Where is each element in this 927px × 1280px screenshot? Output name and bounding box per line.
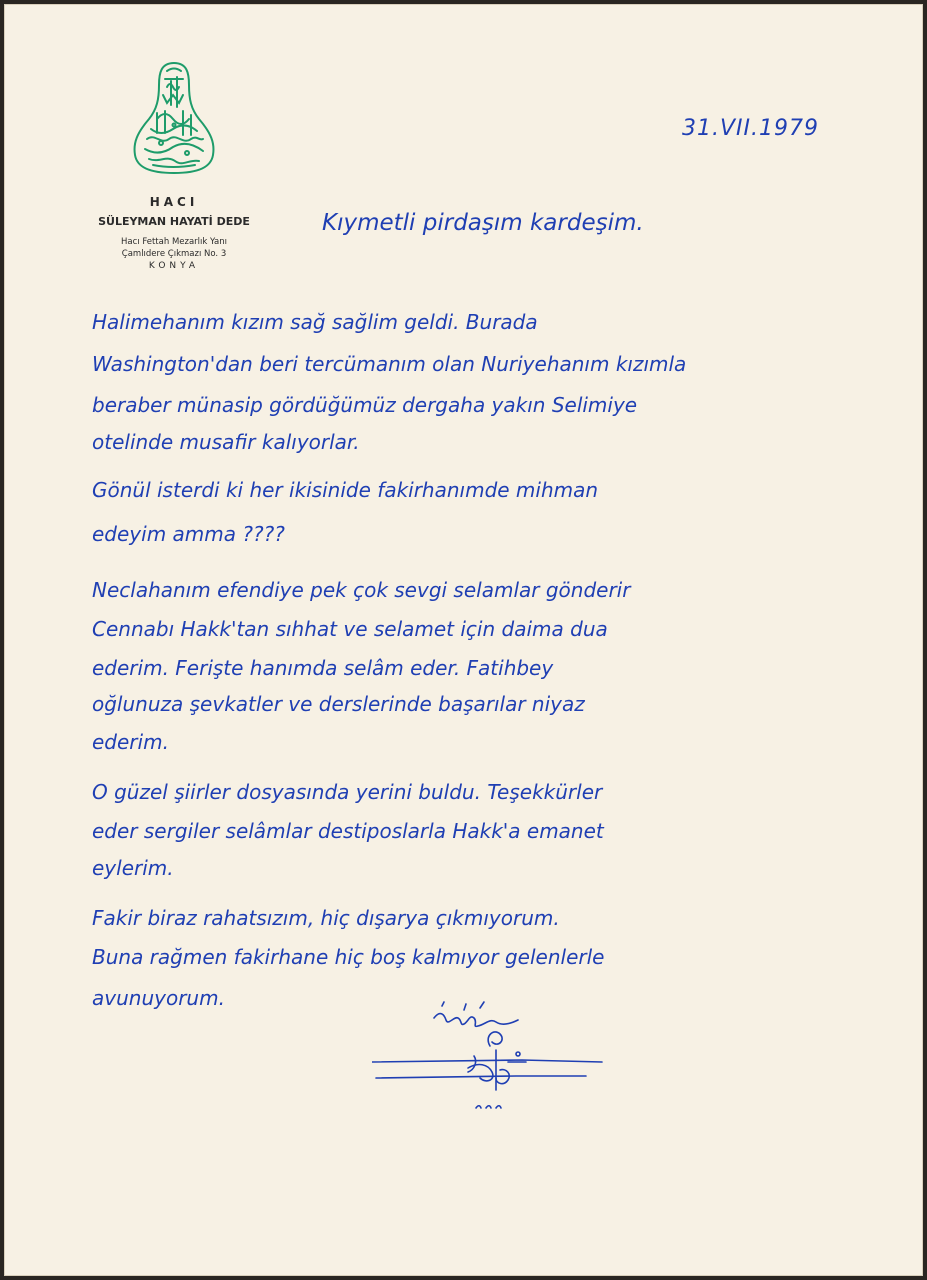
letter-greeting: Kıymetli pirdaşım kardeşim. [322, 210, 644, 236]
body-line: Washington'dan beri tercümanım olan Nuriyehanım kızımla [92, 352, 687, 376]
body-line: ederim. Ferişte hanımda selâm eder. Fatihbey [92, 656, 554, 680]
letterhead-address-line: Hacı Fettah Mezarlık Yanı [120, 237, 227, 247]
signature-icon [372, 996, 612, 1126]
body-line: Cennabı Hakk'tan sıhhat ve selamet için daima dua [92, 617, 608, 641]
body-line: Buna rağmen fakirhane hiç boş kalmıyor gelenlerle [92, 945, 605, 969]
letterhead-name: SÜLEYMAN HAYATİ DEDE [98, 215, 250, 228]
body-line: ederim. [92, 730, 169, 754]
body-line: edeyim amma ???? [92, 522, 285, 546]
body-line: oğlunuza şevkatler ve derslerinde başarılar niyaz [92, 692, 585, 716]
letterhead [84, 59, 264, 272]
letter-sheet [4, 4, 923, 1276]
body-line: Neclahanım efendiye pek çok sevgi selamlar gönderir [92, 578, 631, 602]
body-line: Fakir biraz rahatsızım, hiç dışarya çıkmıyorum. [92, 906, 560, 930]
letterhead-title: HACI [149, 195, 199, 209]
body-line: Halimehanım kızım sağ sağlim geldi. Burada [92, 310, 538, 334]
letterhead-city: KONYA [148, 261, 200, 271]
body-line: eylerim. [92, 856, 174, 880]
body-line: beraber münasip gördüğümüz dergaha yakın Selimiye [92, 393, 638, 417]
body-line: Gönül isterdi ki her ikisinide fakirhanımde mihman [92, 478, 599, 502]
letterhead-address-line: Çamlıdere Çıkmazı No. 3 [121, 249, 227, 259]
body-line: O güzel şiirler dosyasında yerini buldu. Teşekkürler [92, 780, 603, 804]
body-line: avunuyorum. [92, 986, 225, 1010]
body-line: otelinde musafir kalıyorlar. [92, 430, 360, 454]
body-line: eder sergiler selâmlar destiposlarla Hakk'a emanet [92, 819, 604, 843]
letter-date: 31.VII.1979 [682, 116, 819, 141]
calligraphic-emblem-icon [127, 59, 221, 177]
